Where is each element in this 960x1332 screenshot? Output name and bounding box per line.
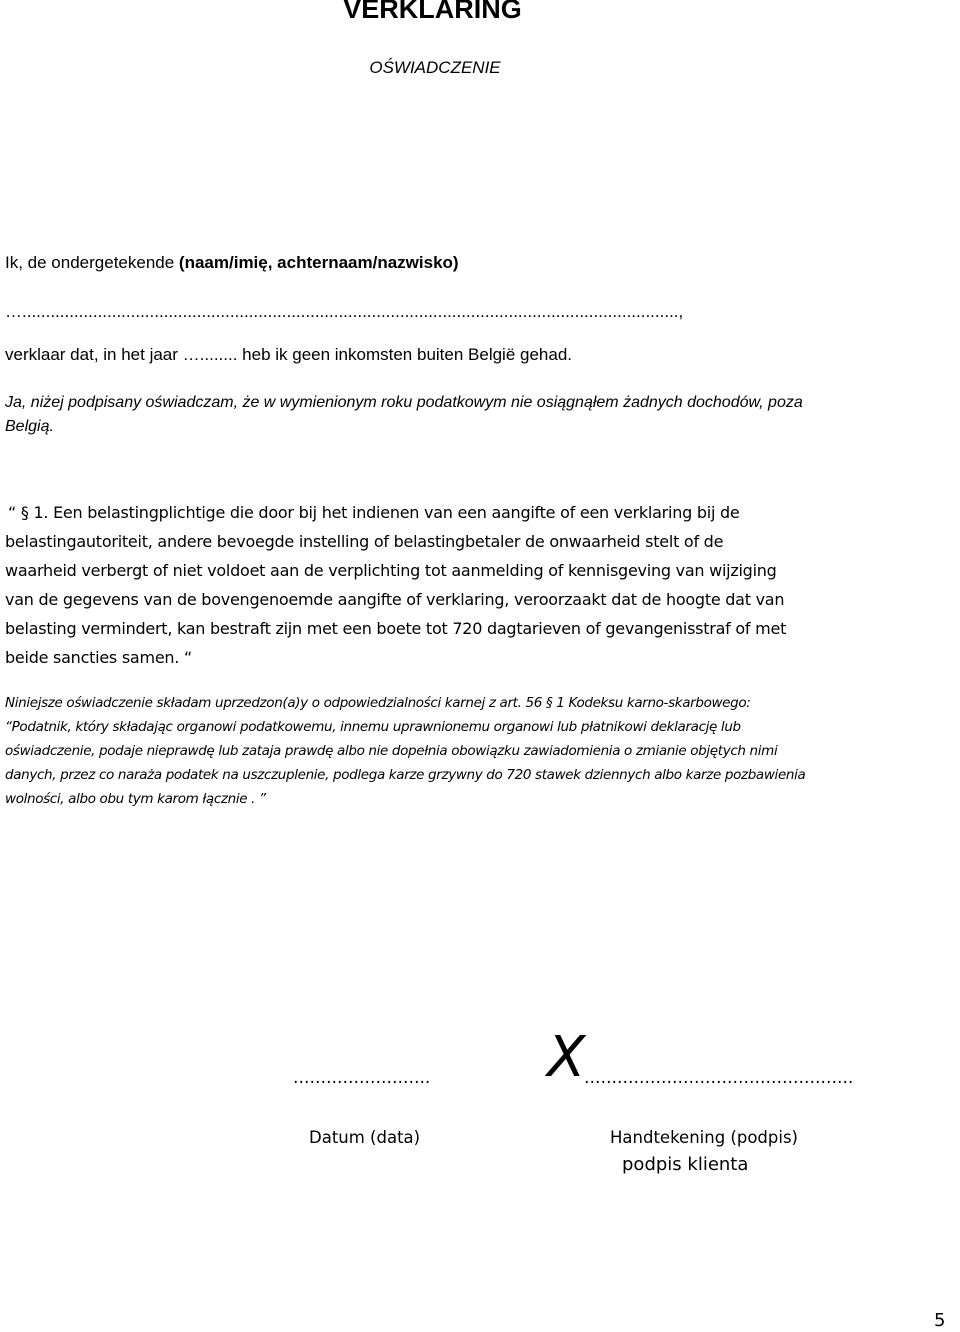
legal-nl-line: “ § 1. Een belastingplichtige die door bij het indienen van een aangifte of een verklaring bij de [8,503,740,522]
legal-pl-line: “Podatnik, który składając organowi podatkowemu, innemu uprawnionemu organowi lub płatnikowi deklarację lub [5,719,741,735]
declaration-year-line: verklaar dat, in het jaar …........ heb ik geen inkomsten buiten België gehad. [5,345,573,364]
legal-pl-line: oświadczenie, podaje nieprawdę lub zataja prawdę albo nie dopełnia obowiązku zawiadomienia o zmianie objętych nimi [5,743,778,759]
client-signature-label: podpis klienta [622,1154,749,1175]
polish-declaration-line-1: Ja, niżej podpisany oświadczam, że w wymienionym roku podatkowym nie osiągnąłem żadnych dochodów, poza [5,394,803,411]
document-title: VERKLARING [343,0,522,24]
declaration-intro-plain: Ik, de ondergetekende [5,253,179,272]
document-subtitle: OŚWIADCZENIE [369,58,501,77]
legal-pl-line: danych, przez co naraża podatek na uszczuplenie, podlega karze grzywny do 720 stawek dziennych albo karze pozbawienia [5,767,806,783]
page-number: 5 [934,1310,946,1331]
declaration-intro-bold: (naam/imię, achternaam/nazwisko) [178,253,459,272]
signature-x-mark: X [547,1025,586,1090]
legal-nl-line: beide sancties samen. “ [5,648,193,667]
legal-pl-line: wolności, albo obu tym karom łącznie . ” [5,791,266,807]
declaration-intro [5,253,459,273]
date-label: Datum (data) [309,1128,421,1147]
legal-nl-line: van de gegevens van de bovengenoemde aangifte of verklaring, veroorzaakt dat de hoogte dat van [5,590,785,609]
name-fill-line: …..........................................................................................................................................., [5,302,684,321]
date-fill-line: ……………………. [293,1068,431,1087]
signature-label: Handtekening (podpis) [610,1128,798,1147]
polish-declaration-line-2: Belgią. [5,418,54,435]
legal-pl-line: Niniejsze oświadczenie składam uprzedzon(a)y o odpowiedzialności karnej z art. 56 § 1 Kodeksu karno-skarbowego: [5,695,751,711]
signature-fill-line: …………………………………………. [584,1068,854,1087]
legal-nl-line: belasting vermindert, kan bestraft zijn met een boete tot 720 dagtarieven of gevangenisstraf of met [5,619,787,638]
legal-nl-line: waarheid verbergt of niet voldoet aan de verplichting tot aanmelding of kennisgeving van wijziging [5,561,777,580]
legal-nl-line: belastingautoriteit, andere bevoegde instelling of belastingbetaler de onwaarheid stelt of de [5,532,724,551]
